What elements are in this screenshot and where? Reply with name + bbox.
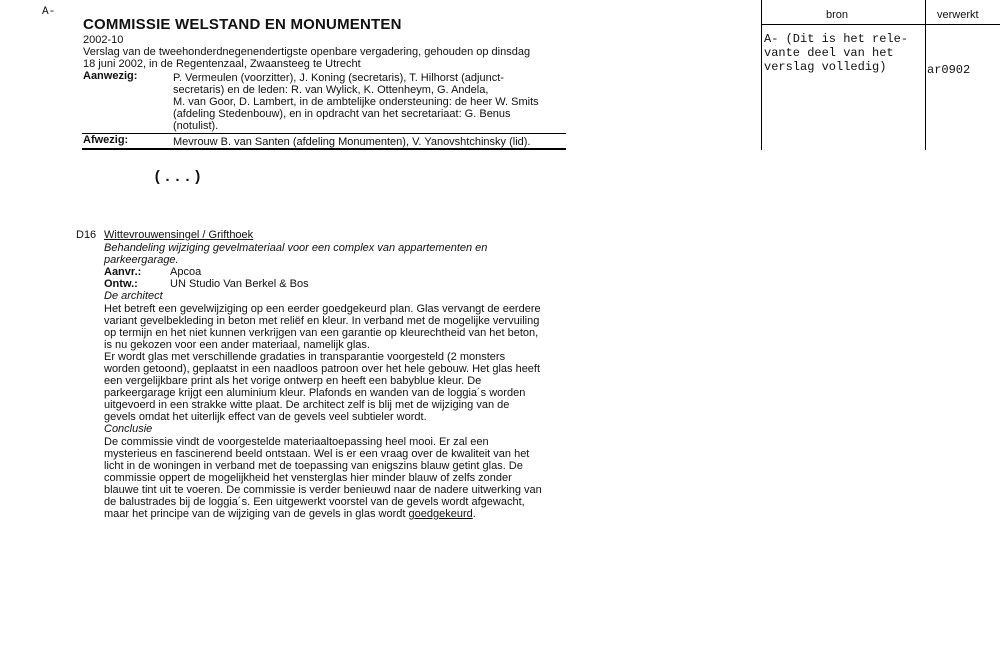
present-label: Aanwezig:	[83, 70, 138, 82]
omission-ellipsis: (...)	[153, 169, 204, 186]
present-line-1: P. Vermeulen (voorzitter), J. Koning (secretaris), T. Hilhorst (adjunct-	[173, 72, 504, 84]
architect-line-4: is nu gekozen voor een ander materiaal, namelijk glas.	[104, 339, 370, 351]
report-line-1: Verslag van de tweehonderdnegenendertigste openbare vergadering, gehouden op dinsdag	[83, 46, 531, 58]
conclusion-line-3: licht in de woningen in verband met de toepassing van enigszins blauw getint glas. De	[104, 460, 523, 472]
absent-label: Afwezig:	[83, 134, 129, 146]
meeting-number: 2002-10	[83, 34, 124, 46]
side-table-verwerkt-value: ar0902	[927, 63, 971, 77]
architect-line-1: Het betreft een gevelwijziging op een eerder goedgekeurd plan. Glas vervangt de eerdere	[104, 303, 541, 315]
conclusion-line-7	[104, 508, 476, 520]
conclusion-line-6: de balustrades bij de loggia´s. Een uitgewerkt voorstel van de gevels wordt afgewacht,	[104, 496, 525, 508]
designer-label: Ontw.:	[104, 278, 138, 290]
side-table-bron-line-3: verslag volledig)	[764, 60, 887, 74]
applicant-value: Apcoa	[170, 266, 202, 278]
designer-value: UN Studio Van Berkel & Bos	[170, 278, 309, 290]
item-subtitle-line-2: parkeergarage.	[104, 254, 179, 266]
architect-line-8: parkeergarage krijgt een aluminium kleur. Plafonds en wanden van de loggia´s worden	[104, 387, 526, 399]
architect-line-5: Er wordt glas met verschillende gradaties in transparantie voorgesteld (2 monsters	[104, 351, 506, 363]
present-line-4: (afdeling Stedenbouw), en in opdracht van het secretariaat: G. Benus	[173, 108, 511, 120]
architect-line-3: op termijn en het niet kunnen verkrijgen van een garantie op kleurechtheid van het beton,	[104, 327, 539, 339]
side-table-bron-line-1: A- (Dit is het rele-	[764, 32, 909, 46]
header-divider	[82, 133, 566, 134]
conclusion-line-5: blauwe tint uit te voeren. De commissie is verder benieuwd naar de nadere uitwerking van	[104, 484, 542, 496]
architect-heading: De architect	[104, 290, 163, 302]
absent-text: Mevrouw B. van Santen (afdeling Monumenten), V. Yanovshtchinsky (lid).	[173, 136, 531, 148]
conclusion-line-1: De commissie vindt de voorgestelde materiaaltoepassing heel mooi. Er zal een	[104, 436, 489, 448]
side-table-column-divider	[925, 0, 926, 150]
report-line-2: 18 juni 2002, in de Regentenzaal, Zwaansteeg te Utrecht	[83, 58, 361, 70]
architect-line-6: worden getoond), geplaatst in een naadloos patroon over het hele gebouw. Het glas heeft	[104, 363, 541, 375]
architect-line-9: uitgevoerd in een strakke witte plaat. De architect zelf is blij met de wijziging van de	[104, 399, 510, 411]
header-bottom-rule	[82, 148, 566, 150]
approval-word: goedgekeurd	[408, 508, 473, 520]
side-table-header-rule	[761, 24, 1000, 25]
present-line-5: (notulist).	[173, 120, 219, 132]
conclusion-line-2: mysterieus en fascinerend beeld ontstaan. Wel is er een vraag over de kwaliteit van het	[104, 448, 530, 460]
architect-line-10: gevels omdat het uiterlijk effect van de gevels veel subtieler wordt.	[104, 411, 427, 423]
present-line-2: secretaris) en de leden: R. van Wylick, K. Ottenheym, G. Andela,	[173, 84, 489, 96]
architect-line-7: een vergelijkbare print als het vorige ontwerp en heeft een babyblue kleur. De	[104, 375, 482, 387]
side-table-header-bron: bron	[826, 9, 849, 21]
item-subtitle-line-1: Behandeling wijziging gevelmateriaal voor een complex van appartementen en	[104, 242, 488, 254]
architect-line-2: variant gevelbekleding in beton met reliëf en kleur. In verband met de mogelijke vervuiling	[104, 315, 540, 327]
conclusion-last-suffix: .	[472, 508, 476, 520]
side-table-bron-line-2: vante deel van het	[764, 46, 894, 60]
present-line-3: M. van Goor, D. Lambert, in de ambtelijke ondersteuning: de heer W. Smits	[173, 96, 539, 108]
corner-mark: A-	[42, 6, 56, 18]
applicant-label: Aanvr.:	[104, 266, 142, 278]
item-heading: Wittevrouwensingel / Grifthoek	[104, 229, 254, 241]
conclusion-last-prefix: maar het principe van de wijziging van de gevels in glas wordt	[104, 508, 409, 520]
document-title: COMMISSIE WELSTAND EN MONUMENTEN	[83, 16, 402, 33]
side-table-header-verwerkt: verwerkt	[937, 9, 979, 21]
side-table-left-border	[761, 0, 762, 150]
item-code: D16	[76, 229, 97, 241]
conclusion-heading: Conclusie	[104, 423, 153, 435]
conclusion-line-4: commissie oppert de mogelijkheid het vensterglas hier minder blauw of zelfs zonder	[104, 472, 512, 484]
